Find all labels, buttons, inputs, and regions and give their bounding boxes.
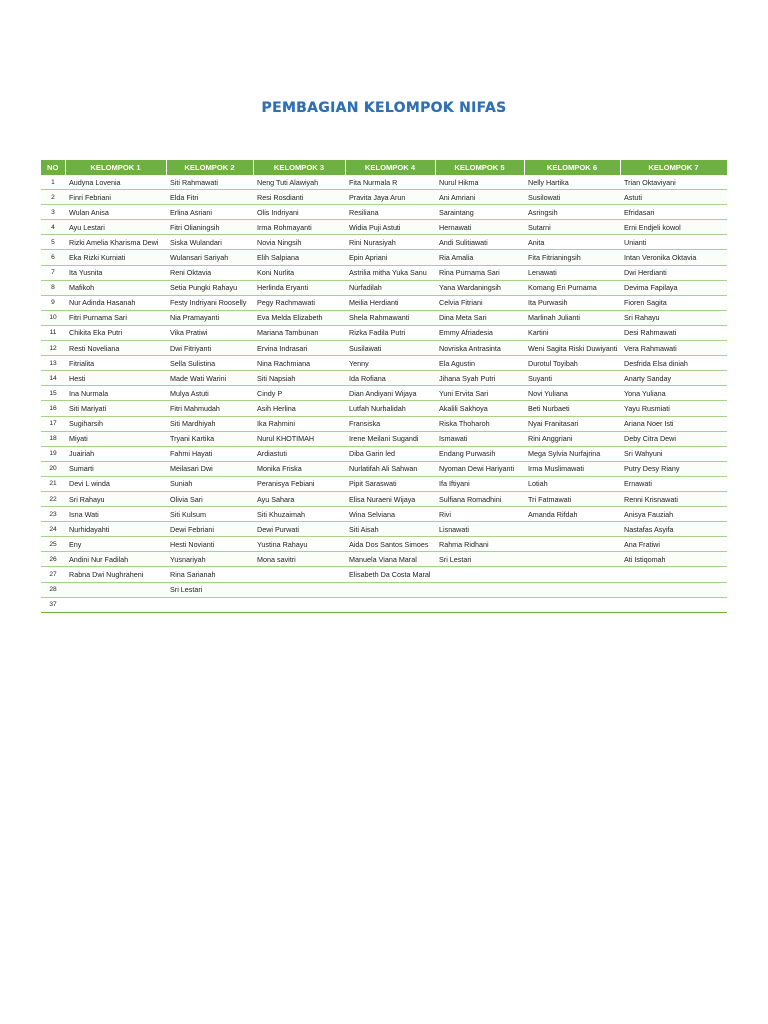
member-name-cell: Vera Rahmawati: [620, 341, 727, 356]
table-row: [41, 265, 727, 280]
member-name-cell: Miyati: [65, 431, 166, 446]
member-name-cell: Ernawati: [620, 476, 727, 491]
row-number-cell: 8: [41, 280, 65, 295]
member-name-cell: Mafikoh: [65, 280, 166, 295]
member-name-cell: Weni Sagita Riski Duwiyanti: [524, 341, 620, 356]
member-name-cell: Jihana Syah Putri: [435, 371, 524, 386]
member-name-cell: Ervina Indrasari: [253, 341, 345, 356]
member-name-cell: Siti Khuzaimah: [253, 507, 345, 522]
member-name-cell: Ismawati: [435, 431, 524, 446]
member-name-cell: Rini Nurasiyah: [345, 235, 435, 250]
member-name-cell: Yana Wardaningsih: [435, 280, 524, 295]
table-row: [41, 325, 727, 340]
row-number-cell: 9: [41, 295, 65, 310]
member-name-cell: Widia Puji Astuti: [345, 220, 435, 235]
member-name-cell: Sumarti: [65, 461, 166, 476]
member-name-cell: Elih Salpiana: [253, 250, 345, 265]
member-name-cell: Durotul Toyibah: [524, 356, 620, 371]
member-name-cell: Pegy Rachmawati: [253, 295, 345, 310]
member-name-cell: Siti Mardhiyah: [166, 416, 253, 431]
member-name-cell: Nyai Franitasari: [524, 416, 620, 431]
member-name-cell: Novriska Antrasinta: [435, 341, 524, 356]
member-name-cell: Ana Fratiwi: [620, 537, 727, 552]
member-name-cell: [524, 522, 620, 537]
member-name-cell: Devima Fapilaya: [620, 280, 727, 295]
member-name-cell: Siti Mariyati: [65, 401, 166, 416]
member-name-cell: Resi Rosdianti: [253, 190, 345, 205]
member-name-cell: Fita Nurmala R: [345, 175, 435, 190]
table-row: [41, 341, 727, 356]
member-name-cell: Fitrialita: [65, 356, 166, 371]
member-name-cell: Kartini: [524, 325, 620, 340]
member-name-cell: [345, 597, 435, 612]
member-name-cell: [620, 582, 727, 597]
member-name-cell: Komang Eri Purnama: [524, 280, 620, 295]
table-row: [41, 356, 727, 371]
table-row: [41, 446, 727, 461]
table-row: [41, 295, 727, 310]
row-number-cell: 11: [41, 325, 65, 340]
table-row: [41, 461, 727, 476]
member-name-cell: Lisnawati: [435, 522, 524, 537]
member-name-cell: Nelly Hartika: [524, 175, 620, 190]
member-name-cell: Nurfadilah: [345, 280, 435, 295]
row-number-cell: 26: [41, 552, 65, 567]
member-name-cell: Ifa Iftiyani: [435, 476, 524, 491]
member-name-cell: Nurul KHOTIMAH: [253, 431, 345, 446]
member-name-cell: Nurhidayahti: [65, 522, 166, 537]
member-name-cell: Rizki Amelia Kharisma Dewi: [65, 235, 166, 250]
member-name-cell: Wulansari Sariyah: [166, 250, 253, 265]
table-header: [41, 160, 727, 175]
member-name-cell: Diba Garin led: [345, 446, 435, 461]
member-name-cell: Fitri Olianingsih: [166, 220, 253, 235]
member-name-cell: Riska Thoharoh: [435, 416, 524, 431]
member-name-cell: Elda Fitri: [166, 190, 253, 205]
member-name-cell: Eny: [65, 537, 166, 552]
row-number-cell: 28: [41, 582, 65, 597]
member-name-cell: Desi Rahmawati: [620, 325, 727, 340]
member-name-cell: Ayu Sahara: [253, 491, 345, 506]
member-name-cell: Rabna Dwi Nughraheni: [65, 567, 166, 582]
member-name-cell: Novia Ningsih: [253, 235, 345, 250]
group-table: [41, 160, 728, 613]
row-number-cell: 13: [41, 356, 65, 371]
table-row: [41, 582, 727, 597]
row-number-cell: 12: [41, 341, 65, 356]
member-name-cell: Susilowati: [524, 190, 620, 205]
table-row: [41, 310, 727, 325]
row-number-cell: 20: [41, 461, 65, 476]
member-name-cell: Dian Andiyani Wijaya: [345, 386, 435, 401]
member-name-cell: Irma Rohmayanti: [253, 220, 345, 235]
member-name-cell: Nia Pramayanti: [166, 310, 253, 325]
member-name-cell: Wulan Anisa: [65, 205, 166, 220]
member-name-cell: Yona Yuliana: [620, 386, 727, 401]
member-name-cell: Chikita Eka Putri: [65, 325, 166, 340]
member-name-cell: Tryani Kartika: [166, 431, 253, 446]
member-name-cell: Tri Fatmawati: [524, 491, 620, 506]
member-name-cell: Ayu Lestari: [65, 220, 166, 235]
member-name-cell: Nur Adinda Hasanah: [65, 295, 166, 310]
row-number-cell: 25: [41, 537, 65, 552]
member-name-cell: Peranisya Febiani: [253, 476, 345, 491]
table-row: [41, 371, 727, 386]
column-header-kelompok-4: KELOMPOK 4: [345, 160, 435, 175]
member-name-cell: [166, 597, 253, 612]
member-name-cell: [620, 597, 727, 612]
member-name-cell: Siti Kulsum: [166, 507, 253, 522]
member-name-cell: Sri Wahyuni: [620, 446, 727, 461]
member-name-cell: Devi L winda: [65, 476, 166, 491]
member-name-cell: Meilia Herdianti: [345, 295, 435, 310]
member-name-cell: Shela Rahmawanti: [345, 310, 435, 325]
member-name-cell: Akalili Sakhoya: [435, 401, 524, 416]
member-name-cell: Rina Purnama Sari: [435, 265, 524, 280]
row-number-cell: 7: [41, 265, 65, 280]
member-name-cell: Rahma Ridhani: [435, 537, 524, 552]
row-number-cell: 14: [41, 371, 65, 386]
member-name-cell: Trian Oktaviyani: [620, 175, 727, 190]
member-name-cell: Reni Oktavia: [166, 265, 253, 280]
member-name-cell: Lotiah: [524, 476, 620, 491]
row-number-cell: 1: [41, 175, 65, 190]
member-name-cell: Ria Amalia: [435, 250, 524, 265]
member-name-cell: Yustina Rahayu: [253, 537, 345, 552]
member-name-cell: Dewi Purwati: [253, 522, 345, 537]
member-name-cell: Anisya Fauziah: [620, 507, 727, 522]
member-name-cell: [65, 582, 166, 597]
member-name-cell: Siti Aisah: [345, 522, 435, 537]
member-name-cell: Sri Lestari: [166, 582, 253, 597]
member-name-cell: Desfrida Elsa diniah: [620, 356, 727, 371]
member-name-cell: Nurlatifah Ali Sahwan: [345, 461, 435, 476]
column-header-kelompok-2: KELOMPOK 2: [166, 160, 253, 175]
member-name-cell: Astrilia mitha Yuka Sanu: [345, 265, 435, 280]
member-name-cell: Isna Wati: [65, 507, 166, 522]
table-row: [41, 431, 727, 446]
member-name-cell: Erlina Asriani: [166, 205, 253, 220]
member-name-cell: Herlinda Eryanti: [253, 280, 345, 295]
member-name-cell: Marlinah Julianti: [524, 310, 620, 325]
row-number-cell: 21: [41, 476, 65, 491]
member-name-cell: Fahmi Hayati: [166, 446, 253, 461]
member-name-cell: Nastafas Asyifa: [620, 522, 727, 537]
row-number-cell: 16: [41, 401, 65, 416]
member-name-cell: Dwi Fitriyanti: [166, 341, 253, 356]
member-name-cell: Hesti: [65, 371, 166, 386]
column-header-kelompok-5: KELOMPOK 5: [435, 160, 524, 175]
member-name-cell: Lutfah Nurhalidah: [345, 401, 435, 416]
member-name-cell: Sutarni: [524, 220, 620, 235]
row-number-cell: 27: [41, 567, 65, 582]
member-name-cell: Mega Sylvia Nurfajrina: [524, 446, 620, 461]
row-number-cell: 5: [41, 235, 65, 250]
member-name-cell: Amanda Rifdah: [524, 507, 620, 522]
member-name-cell: Finri Febriani: [65, 190, 166, 205]
member-name-cell: Yenny: [345, 356, 435, 371]
table-row: [41, 597, 727, 612]
member-name-cell: Rina Sarianah: [166, 567, 253, 582]
member-name-cell: Ati Istiqomah: [620, 552, 727, 567]
member-name-cell: Astuti: [620, 190, 727, 205]
member-name-cell: Lenawati: [524, 265, 620, 280]
page-title: PEMBAGIAN KELOMPOK NIFAS: [261, 100, 507, 116]
member-name-cell: [435, 567, 524, 582]
member-name-cell: [253, 597, 345, 612]
member-name-cell: Suyanti: [524, 371, 620, 386]
member-name-cell: Monika Friska: [253, 461, 345, 476]
row-number-cell: 6: [41, 250, 65, 265]
member-name-cell: Unianti: [620, 235, 727, 250]
member-name-cell: Nina Rachmiana: [253, 356, 345, 371]
member-name-cell: Elisabeth Da Costa Maral: [345, 567, 435, 582]
table-row: [41, 220, 727, 235]
member-name-cell: [345, 582, 435, 597]
table-body: [41, 175, 727, 612]
member-name-cell: Deby Citra Dewi: [620, 431, 727, 446]
member-name-cell: Emmy Afriadesia: [435, 325, 524, 340]
member-name-cell: Yuni Ervita Sari: [435, 386, 524, 401]
member-name-cell: Anarty Sanday: [620, 371, 727, 386]
member-name-cell: Wina Selviana: [345, 507, 435, 522]
member-name-cell: Festy Indriyani Rooselly: [166, 295, 253, 310]
member-name-cell: Ita Yusnita: [65, 265, 166, 280]
member-name-cell: Asringsih: [524, 205, 620, 220]
member-name-cell: Mulya Astuti: [166, 386, 253, 401]
table-row: [41, 552, 727, 567]
row-number-cell: 24: [41, 522, 65, 537]
member-name-cell: Intan Veronika Oktavia: [620, 250, 727, 265]
member-name-cell: Sulfiana Romadhini: [435, 491, 524, 506]
member-name-cell: Anita: [524, 235, 620, 250]
member-name-cell: Andini Nur Fadilah: [65, 552, 166, 567]
member-name-cell: Beti Nurbaeti: [524, 401, 620, 416]
member-name-cell: Ida Rofiana: [345, 371, 435, 386]
table-row: [41, 205, 727, 220]
member-name-cell: [435, 597, 524, 612]
member-name-cell: [524, 567, 620, 582]
member-name-cell: Rivi: [435, 507, 524, 522]
table-row: [41, 250, 727, 265]
member-name-cell: Pravita Jaya Arun: [345, 190, 435, 205]
member-name-cell: Andi Sulitiawati: [435, 235, 524, 250]
table-row: [41, 175, 727, 190]
member-name-cell: Epin Apriani: [345, 250, 435, 265]
member-name-cell: Sri Lestari: [435, 552, 524, 567]
member-name-cell: Vika Pratiwi: [166, 325, 253, 340]
row-number-cell: 3: [41, 205, 65, 220]
member-name-cell: Resti Noveliana: [65, 341, 166, 356]
table-row: [41, 190, 727, 205]
member-name-cell: Erni Endjeli kowol: [620, 220, 727, 235]
member-name-cell: Yusnariyah: [166, 552, 253, 567]
table-row: [41, 567, 727, 582]
member-name-cell: Yayu Rusmiati: [620, 401, 727, 416]
row-number-cell: 37: [41, 597, 65, 612]
row-number-cell: 2: [41, 190, 65, 205]
member-name-cell: Juairiah: [65, 446, 166, 461]
member-name-cell: [253, 582, 345, 597]
member-name-cell: Sugiharsih: [65, 416, 166, 431]
member-name-cell: Resiliana: [345, 205, 435, 220]
table-row: [41, 476, 727, 491]
row-number-cell: 17: [41, 416, 65, 431]
member-name-cell: [524, 582, 620, 597]
column-header-kelompok-7: KELOMPOK 7: [620, 160, 727, 175]
member-name-cell: Siska Wulandari: [166, 235, 253, 250]
member-name-cell: Sri Rahayu: [65, 491, 166, 506]
member-name-cell: Ardiastuti: [253, 446, 345, 461]
member-name-cell: Fitri Mahmudah: [166, 401, 253, 416]
member-name-cell: Koni Nurlita: [253, 265, 345, 280]
member-name-cell: [524, 597, 620, 612]
member-name-cell: Siti Rahmawati: [166, 175, 253, 190]
row-number-cell: 19: [41, 446, 65, 461]
member-name-cell: Made Wati Warini: [166, 371, 253, 386]
member-name-cell: [620, 567, 727, 582]
member-name-cell: Olivia Sari: [166, 491, 253, 506]
member-name-cell: Nurul Hikma: [435, 175, 524, 190]
member-name-cell: Suniah: [166, 476, 253, 491]
member-name-cell: Dewi Febriani: [166, 522, 253, 537]
member-name-cell: Cindy P: [253, 386, 345, 401]
row-number-cell: 4: [41, 220, 65, 235]
member-name-cell: [253, 567, 345, 582]
member-name-cell: Aida Dos Santos Simoes: [345, 537, 435, 552]
member-name-cell: Setia Pungki Rahayu: [166, 280, 253, 295]
member-name-cell: Rini Anggriani: [524, 431, 620, 446]
member-name-cell: Susilawati: [345, 341, 435, 356]
member-name-cell: Pipit Saraswati: [345, 476, 435, 491]
table-row: [41, 522, 727, 537]
member-name-cell: Ariana Noer Isti: [620, 416, 727, 431]
member-name-cell: Novi Yuliana: [524, 386, 620, 401]
member-name-cell: Fioren Sagita: [620, 295, 727, 310]
member-name-cell: Siti Napsiah: [253, 371, 345, 386]
row-number-cell: 23: [41, 507, 65, 522]
member-name-cell: Dina Meta Sari: [435, 310, 524, 325]
member-name-cell: [524, 552, 620, 567]
member-name-cell: Irene Meilani Sugandi: [345, 431, 435, 446]
member-name-cell: Dwi Herdianti: [620, 265, 727, 280]
member-name-cell: Eka Rizki Kurniati: [65, 250, 166, 265]
table-row: [41, 280, 727, 295]
member-name-cell: [65, 597, 166, 612]
table-row: [41, 235, 727, 250]
member-name-cell: Rizka Fadila Putri: [345, 325, 435, 340]
table-row: [41, 507, 727, 522]
row-number-cell: 18: [41, 431, 65, 446]
member-name-cell: Sella Sulistina: [166, 356, 253, 371]
member-name-cell: Efridasari: [620, 205, 727, 220]
member-name-cell: Sri Rahayu: [620, 310, 727, 325]
member-name-cell: Nyoman Dewi Hariyanti: [435, 461, 524, 476]
table-row: [41, 401, 727, 416]
member-name-cell: Hesti Novianti: [166, 537, 253, 552]
member-name-cell: Saraintang: [435, 205, 524, 220]
table-row: [41, 537, 727, 552]
row-number-cell: 10: [41, 310, 65, 325]
header-row: [41, 160, 727, 175]
member-name-cell: Renni Krisnawati: [620, 491, 727, 506]
member-name-cell: Manuela Viana Maral: [345, 552, 435, 567]
member-name-cell: Eva Melda Elizabeth: [253, 310, 345, 325]
column-header-kelompok-6: KELOMPOK 6: [524, 160, 620, 175]
member-name-cell: Audyna Lovenia: [65, 175, 166, 190]
member-name-cell: Endang Purwasih: [435, 446, 524, 461]
column-header-kelompok-3: KELOMPOK 3: [253, 160, 345, 175]
table-row: [41, 491, 727, 506]
column-header-no: NO: [41, 160, 65, 175]
member-name-cell: Asih Herlina: [253, 401, 345, 416]
member-name-cell: Fransiska: [345, 416, 435, 431]
member-name-cell: Ani Amriani: [435, 190, 524, 205]
member-name-cell: Ela Agustin: [435, 356, 524, 371]
member-name-cell: Celvia Fitriani: [435, 295, 524, 310]
member-name-cell: Mariana Tambunan: [253, 325, 345, 340]
member-name-cell: Fita Fitrianingsih: [524, 250, 620, 265]
member-name-cell: [524, 537, 620, 552]
member-name-cell: Putry Desy Riany: [620, 461, 727, 476]
row-number-cell: 15: [41, 386, 65, 401]
member-name-cell: Irma Muslimawati: [524, 461, 620, 476]
table-row: [41, 416, 727, 431]
member-name-cell: Ita Purwasih: [524, 295, 620, 310]
member-name-cell: Hernawati: [435, 220, 524, 235]
row-number-cell: 22: [41, 491, 65, 506]
member-name-cell: Elisa Nuraeni Wijaya: [345, 491, 435, 506]
member-name-cell: Fitri Purnama Sari: [65, 310, 166, 325]
table-row: [41, 386, 727, 401]
member-name-cell: Ina Nurmala: [65, 386, 166, 401]
member-name-cell: [435, 582, 524, 597]
member-name-cell: Olis Indriyani: [253, 205, 345, 220]
column-header-kelompok-1: KELOMPOK 1: [65, 160, 166, 175]
member-name-cell: Meilasari Dwi: [166, 461, 253, 476]
member-name-cell: Mona savitri: [253, 552, 345, 567]
member-name-cell: Ika Rahmini: [253, 416, 345, 431]
member-name-cell: Neng Tuti Alawiyah: [253, 175, 345, 190]
